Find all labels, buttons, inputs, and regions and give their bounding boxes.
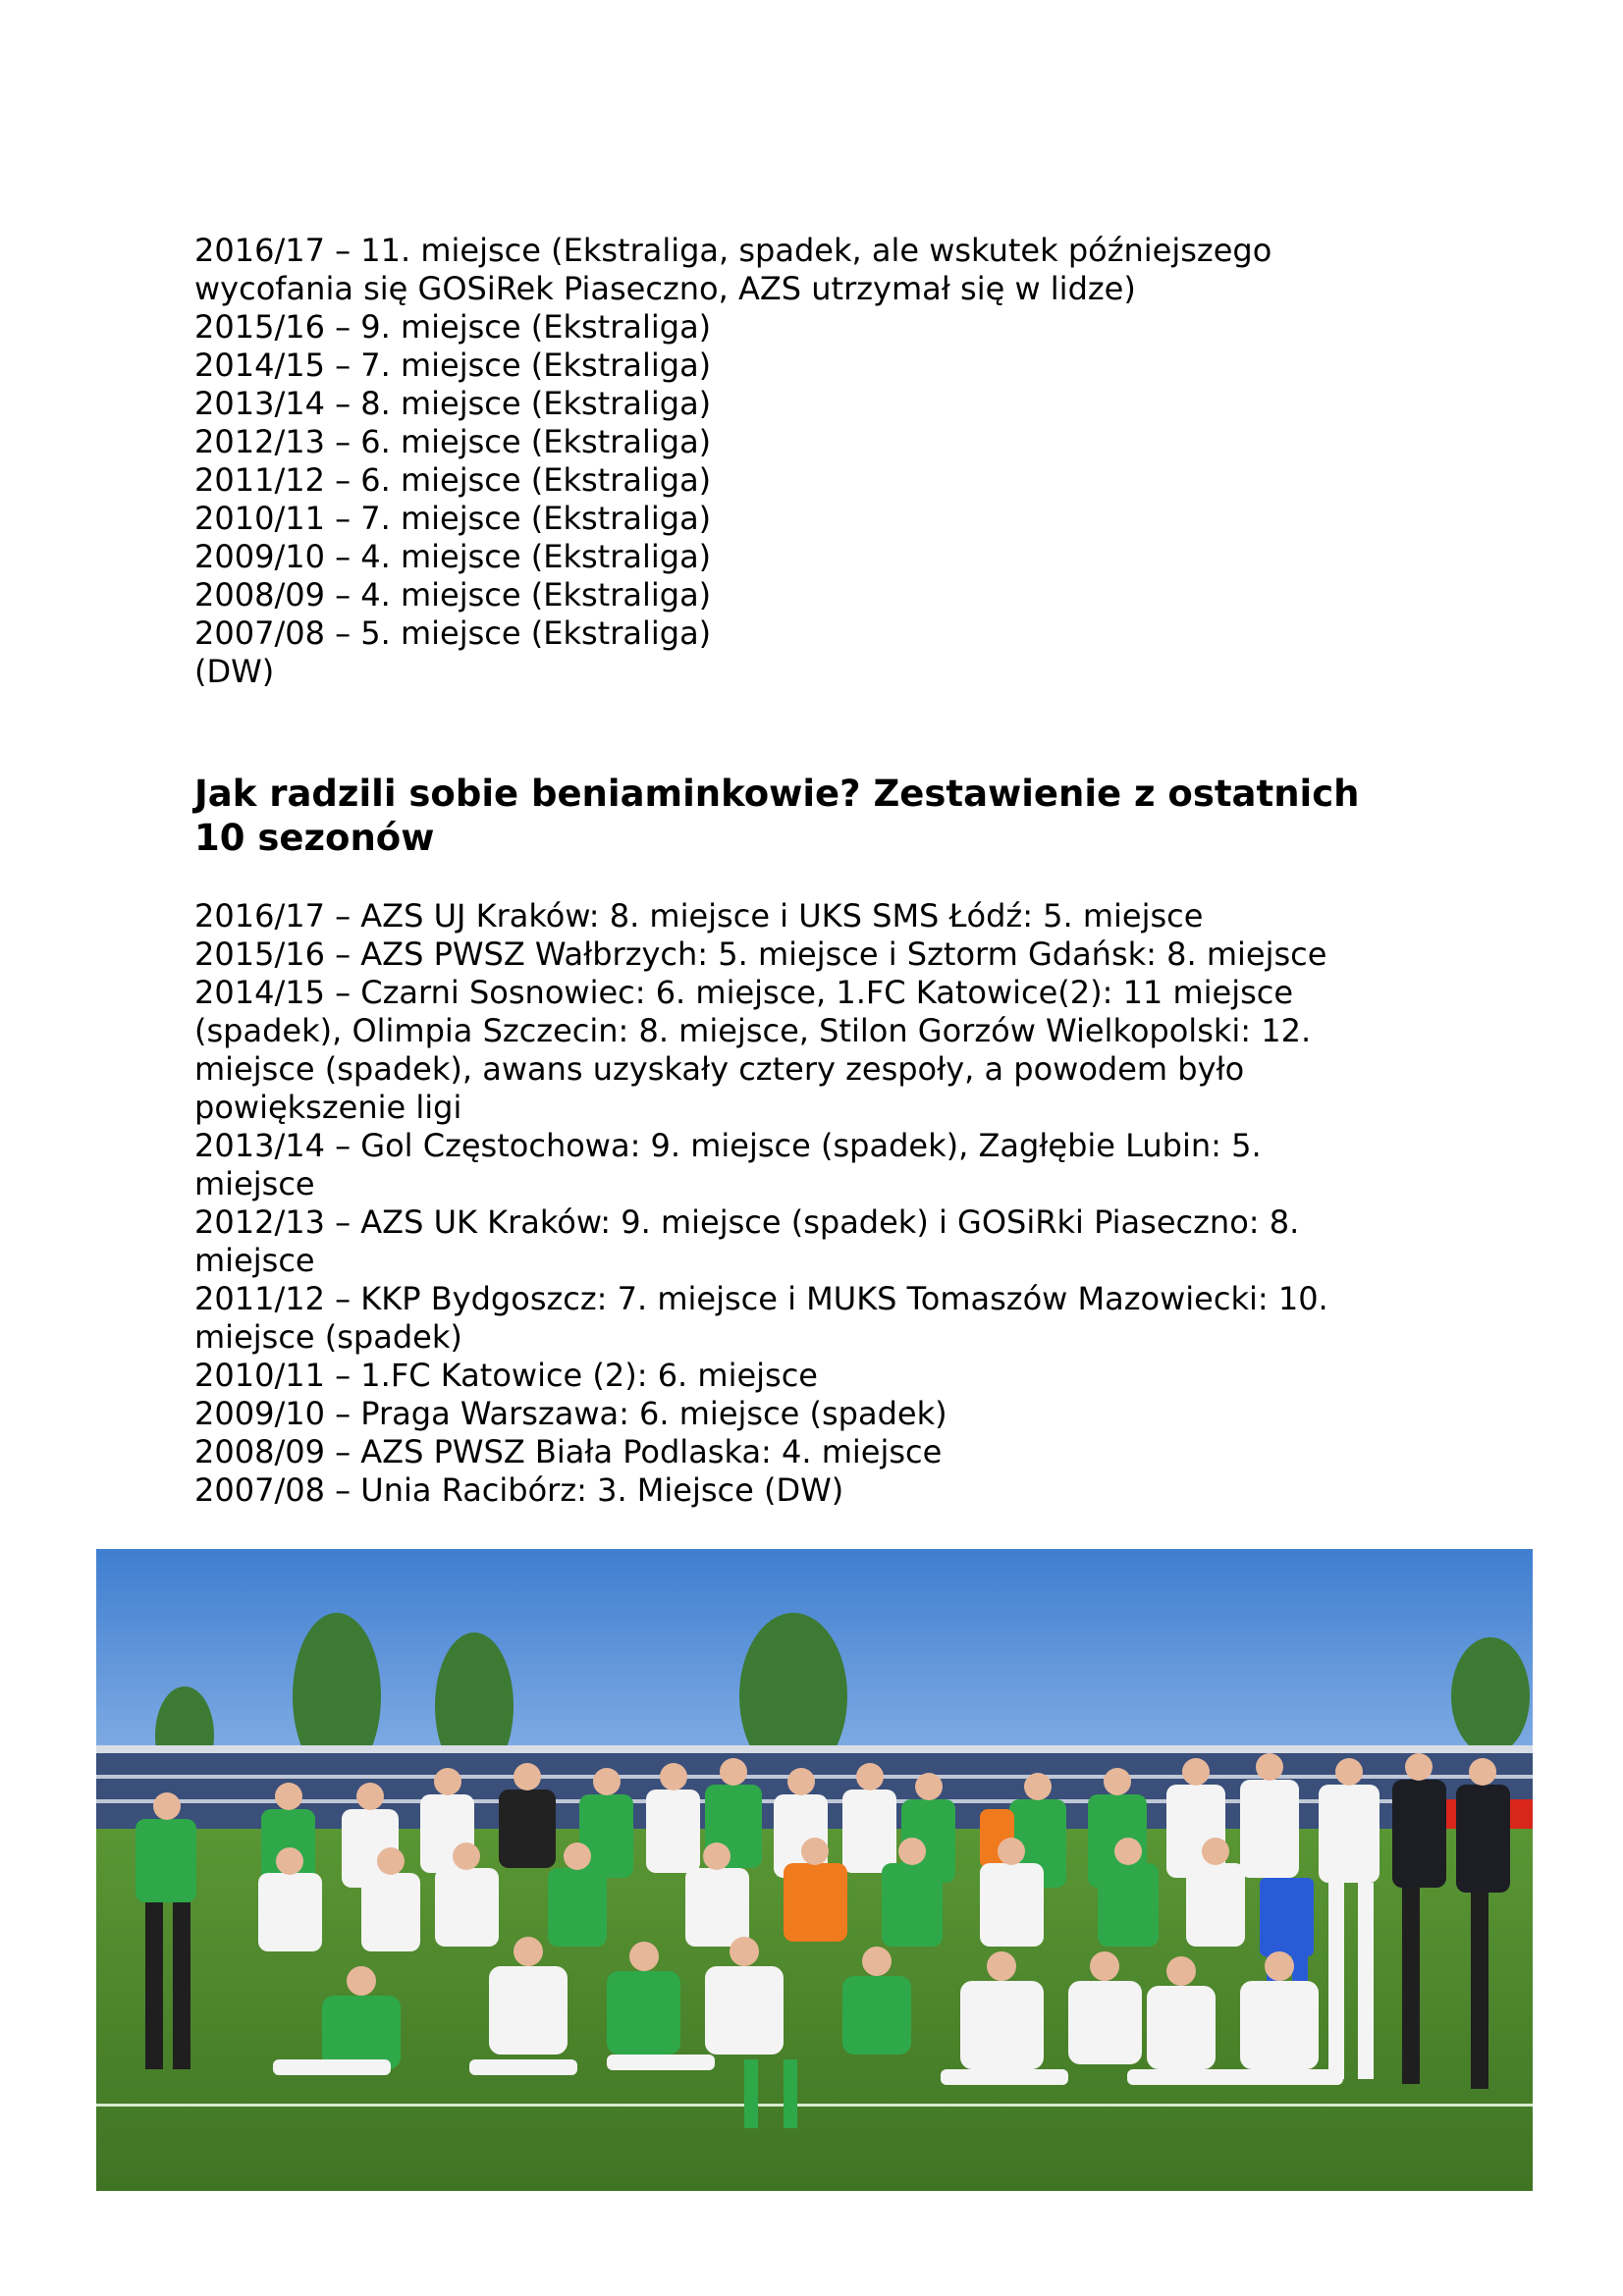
- history-line: (DW): [194, 653, 275, 690]
- history-line: wycofania się GOSiRek Piaseczno, AZS utrzymał się w lidze): [194, 270, 1136, 307]
- promoted-line: 2014/15 – Czarni Sosnowiec: 6. miejsce, 1.FC Katowice(2): 11 miejsce: [194, 974, 1294, 1011]
- history-line: 2008/09 – 4. miejsce (Ekstraliga): [194, 576, 712, 614]
- promoted-line: 2010/11 – 1.FC Katowice (2): 6. miejsce: [194, 1357, 818, 1394]
- promoted-line: 2007/08 – Unia Racibórz: 3. Miejsce (DW): [194, 1471, 844, 1509]
- history-line: 2013/14 – 8. miejsce (Ekstraliga): [194, 385, 712, 422]
- history-list: [194, 232, 1461, 691]
- heading-line-1: Jak radzili sobie beniaminkowie? Zestawienie z ostatnich: [194, 773, 1360, 815]
- history-line: 2014/15 – 7. miejsce (Ekstraliga): [194, 347, 712, 384]
- promoted-line: 2015/16 – AZS PWSZ Wałbrzych: 5. miejsce i Sztorm Gdańsk: 8. miejsce: [194, 935, 1327, 973]
- history-line: 2009/10 – 4. miejsce (Ekstraliga): [194, 538, 712, 575]
- promoted-line: powiększenie ligi: [194, 1089, 462, 1126]
- promoted-line: miejsce: [194, 1242, 315, 1279]
- promoted-line: (spadek), Olimpia Szczecin: 8. miejsce, Stilon Gorzów Wielkopolski: 12.: [194, 1012, 1312, 1049]
- promoted-line: 2013/14 – Gol Częstochowa: 9. miejsce (spadek), Zagłębie Lubin: 5.: [194, 1127, 1262, 1164]
- promoted-line: 2012/13 – AZS UK Kraków: 9. miejsce (spadek) i GOSiRki Piaseczno: 8.: [194, 1203, 1300, 1241]
- history-line: 2016/17 – 11. miejsce (Ekstraliga, spadek, ale wskutek późniejszego: [194, 232, 1272, 269]
- promoted-teams-list: [194, 897, 1471, 1510]
- section-heading: [194, 772, 1471, 860]
- promoted-line: miejsce (spadek), awans uzyskały cztery zespoły, a powodem było: [194, 1050, 1245, 1088]
- pitch-line: [96, 2104, 1533, 2107]
- history-line: 2015/16 – 9. miejsce (Ekstraliga): [194, 308, 712, 346]
- promoted-line: 2011/12 – KKP Bydgoszcz: 7. miejsce i MUKS Tomaszów Mazowiecki: 10.: [194, 1280, 1328, 1317]
- history-line: 2012/13 – 6. miejsce (Ekstraliga): [194, 423, 712, 460]
- history-line: 2011/12 – 6. miejsce (Ekstraliga): [194, 461, 712, 499]
- history-line: 2007/08 – 5. miejsce (Ekstraliga): [194, 614, 712, 652]
- history-line: 2010/11 – 7. miejsce (Ekstraliga): [194, 500, 712, 537]
- promoted-line: 2009/10 – Praga Warszawa: 6. miejsce (spadek): [194, 1395, 947, 1432]
- team-photo-illustration: [96, 1549, 1533, 2191]
- heading-line-2: 10 sezonów: [194, 817, 435, 859]
- team-photo: [96, 1549, 1533, 2191]
- promoted-line: 2016/17 – AZS UJ Kraków: 8. miejsce i UKS SMS Łódź: 5. miejsce: [194, 897, 1204, 934]
- promoted-line: miejsce (spadek): [194, 1318, 462, 1356]
- promoted-line: 2008/09 – AZS PWSZ Biała Podlaska: 4. miejsce: [194, 1433, 943, 1470]
- promoted-line: miejsce: [194, 1165, 315, 1202]
